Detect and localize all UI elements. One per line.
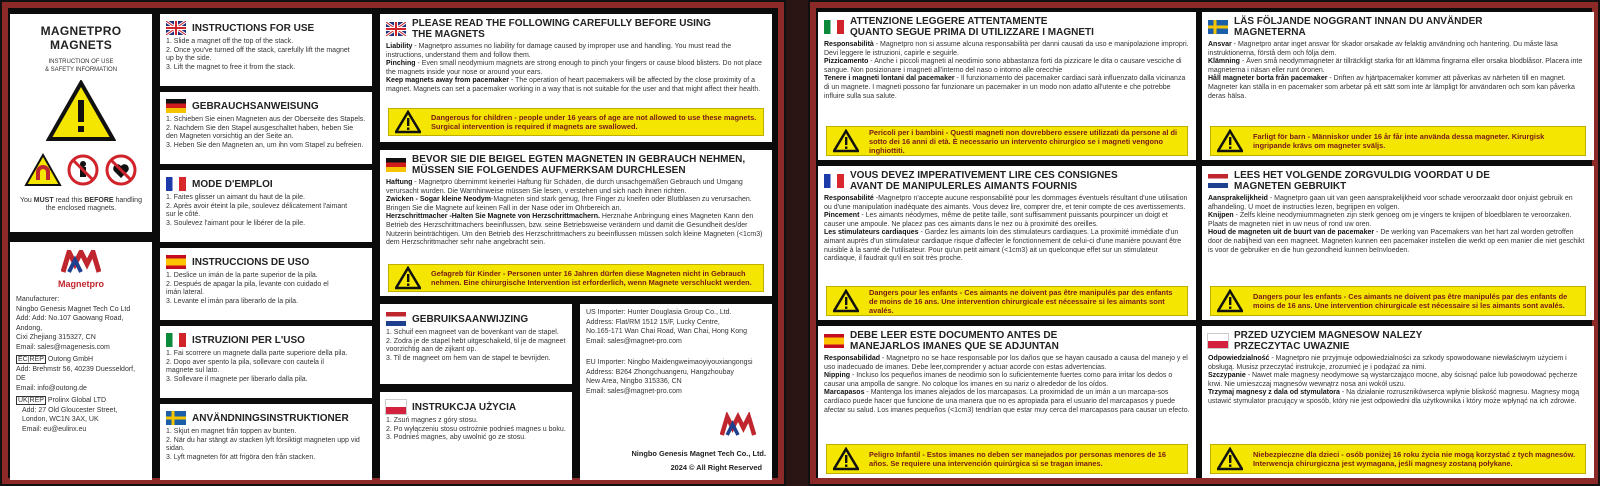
eu-importer-line: EU Importer: Ningbo Maidengweimaoyiyouxiangongsi: [586, 359, 753, 366]
eu-importer-line: New Area, Ningbo 315336, CN: [586, 378, 682, 385]
warning-banner: [826, 444, 1188, 474]
importers-panel: [580, 304, 772, 480]
manufacturer-line: Email: sales@magenesis.com: [16, 343, 110, 351]
en-warning-banner: [388, 108, 764, 136]
warning-title-2: QUANTO SEGUE PRIMA DI UTILIZZARE I MAGNETI: [850, 27, 1094, 38]
warning-paragraph: Szczypanie - Nawet małe magnesy neodymowe są wystarczająco mocne, aby ścisnąć palce lub powodować pęcherze krwi. Nie umieszczaj magnesów wewnątrz nosa ani wokół uszu.: [1208, 372, 1578, 388]
fr-flag-icon: [824, 174, 844, 188]
no-children-icon: [66, 153, 100, 187]
de-warning-text: Gefagreb für Kinder - Personen unter 16 Jahren dürfen diese Magneten nicht in Gebrauch nehmen. Eine chirurgische Intervention ist erforderlich, wenn Magnete verschluckt werden.: [431, 269, 752, 287]
se-flag-icon: [166, 411, 186, 425]
uk-rep-line: Add: 27 Old Gloucester Street,: [22, 406, 118, 414]
warning-paragraph: Nipping - Incluso los pequeños imanes de neodimio son lo suficientemente fuertes como para irritar los dedos o causar una ampolla de sangre. No coloque los imanes en su nariz o alrededor de los oídos.: [824, 372, 1173, 388]
instruction-item: 3. Lyft magneten för att frigöra den från stacken.: [166, 453, 316, 461]
de-para-haftung: Haftung - Magnetpro übernimmt keinerlei Haftung für Schäden, die durch unsachgemäßen Gebrauch und Umgang verursacht wurden. Die Warnhinweise müssen Sie lesen, v erstehen und sich nach ihnen richten.: [386, 179, 743, 195]
warning-icon: [1217, 129, 1243, 153]
ec-rep-row: EC|REP Outong GmbH: [18, 356, 94, 363]
de-warning-title-1: BEVOR SIE DIE BEIGEL EGTEN MAGNETEN IN GEBRAUCH NEHMEN,: [412, 154, 746, 165]
de-warning-heading: [386, 154, 766, 176]
instructions-heading: GEBRAUCHSANWEISUNG: [166, 99, 366, 113]
en-warning-text: Dangerous for children - people under 16 years of age are not allowed to use these magnets. Surgical intervention is required if magnets are swallowed.: [431, 113, 757, 131]
nl-flag-icon: [1208, 174, 1228, 188]
warning-paragraph: Trzymaj magnesy z dala od stymulatora - Na działanie rozrusznikówserca wpłynie bliskość magnesu. Magnesy mogą ustawić stymulator pracujący w sposób, który nie jest odpowiedni dla użytkownika i który może wpłynąć na ich zdrowie.: [1208, 389, 1580, 405]
hazard-icons: [16, 153, 146, 187]
warning-paragraph: Tenere i magneti lontani dal pacemaker - Il funzionamento dei pacemaker cardiaci sarà influenzato dalla vicinanza di un magnete. I magneti possono far funzionare un pacemaker in un modo non adatto all'utente e che potrebbe influire sulla sua salute.: [824, 75, 1186, 100]
warning-title-1: LÄS FÖLJANDE NOGGRANT INNAN DU ANVÄNDER: [1234, 16, 1483, 27]
instruction-item: 3. Heben Sie den Magneten an, um ihn vom Stapel zu befreien.: [166, 141, 364, 149]
warning-title-1: DEBE LEER ESTE DOCUMENTO ANTES DE: [850, 330, 1058, 341]
eu-importer-line: Address: B264 Zhongchuangeru, Hangzhoubay: [586, 368, 734, 376]
instruction-item: 2. Nachdem Sie den Stapel ausgeschaltet haben, heben Sie: [166, 124, 354, 132]
warning-icon: [833, 447, 859, 471]
pl-instruction-item: 1. Zsuń magnes z góry stosu.: [386, 417, 478, 424]
warning-panel-fr: [818, 166, 1196, 320]
de-flag-icon: [386, 158, 406, 172]
warning-title-1: LEES HET VOLGENDE ZORGVULDIG VOORDAT U DE: [1234, 170, 1490, 181]
en-warning-title-1: PLEASE READ THE FOLLOWING CAREFULLY BEFORE USING: [412, 18, 711, 29]
eu-importer-line: Email: sales@magnet-pro.com: [586, 387, 682, 395]
de-warning-title-2: MÜSSEN SIE FOLGENDES AUFMERKSAM DURCHLESEN: [412, 165, 686, 176]
nl-instruction-item: 3. Til de magneet om hem van de stapel te bevrijden.: [386, 354, 551, 362]
uk-rep-line: London, WC1N 3AX, UK: [22, 416, 99, 423]
pl-flag-icon: [1208, 334, 1228, 348]
instruction-item: 1. Skjut en magnet från toppen av bunten.: [166, 428, 297, 435]
left-sheet-inner: [8, 8, 778, 478]
instructions-panel-se: [160, 404, 372, 480]
de-para-herz: Herzschrittmacher -Halten Sie Magnete von Herzschrittmachern. Herznahe Anbringung eines Magneten Kann den Betrieb des Herzschrittmachers beeinflussen, bzw. seine Betriebsweise verändern und damit die Gesundheit des/der Nutzerin beinträchtigen. Um den Betrieb des Herzschrittmachers zu beeinflussen müssen solch kleine Magneten (<1cm3) dem Herzschrittmacher sehr nahe angebracht sein.: [386, 213, 763, 247]
it-flag-icon: [824, 20, 844, 34]
instruction-item: 1. Slide a magnet off the top of the stack.: [166, 38, 294, 45]
warning-text: Niebezpieczne dla dzieci - osób poniżej 16 roku życia nie mogą korzystać z tych magnesów. Interwencja chirurgiczna jest wymagana, jeśli magnesy zostaną połykane.: [1253, 450, 1576, 468]
en-para-pinching: Pinching - Even small neodymium magnets are strong enough to pinch your fingers or cause blood blisters. Do not place the magnets inside your nose or around your ears.: [386, 60, 762, 76]
warning-text: Dangers pour les enfants - Ces aimants ne doivent pas être manipulés par des enfants de moins de 16 ans. Une intervention chirurgicale est nécessaire si les aimants sont avalés.: [1253, 292, 1568, 310]
cover-panel: [10, 14, 152, 232]
warning-heading: [1208, 170, 1588, 192]
instruction-item: imán lateral.: [166, 289, 205, 297]
instructions-panel-it: [160, 326, 372, 398]
warning-title-2: AVANT DE MANIPULERLES AIMANTS FOURNIS: [850, 181, 1078, 192]
warning-paragraph: Marcapasos - Mantenga los imanes alejados de los marcapasos. La proximidad de un imán a un marcapa-sos cardíaco puede hacer que funcione de una manera que no es apropiada para el usuario del marcapasos y puede afectar su salud. Los imanes pequeños (<1cm3) tendrían que estar muy cerca del marcapasos para causar un efecto.: [824, 389, 1190, 414]
pl-instructions-panel: [380, 392, 572, 480]
instruction-item: 1. Schieben Sie einen Magneten aus der Oberseite des Stapels.: [166, 116, 366, 123]
warning-paragraph: Responsabilità - Magnetpro non si assume alcuna responsabilità per danni causati da uso e manipolazione impropri. Devi leggere le istruzioni, capirle e seguirle.: [824, 41, 1189, 57]
warning-paragraph: Aansprakelijkheid - Magnetpro gaan uit van geen aansprakelijkheid voor schade veroorzaakt door onjuist gebruik en afhandeling. U moet de instructies lezen, begrijpen en volgen.: [1208, 195, 1573, 211]
warning-paragraph: Knijpen - Zelfs kleine neodymiummagneten zijn sterk genoeg om je vingers te knijpen of bloedblaren te veroorzaken. Plaats de magneten niet in uw neus of rond uw oren.: [1208, 212, 1572, 228]
instruction-item: 2. Dopo aver spento la pila, sollevare con cautela il: [166, 358, 324, 366]
warning-title-2: MAGNETERNA: [1234, 27, 1306, 38]
it-flag-icon: [166, 333, 186, 347]
magnetpro-logo-icon: [720, 412, 756, 440]
warning-title-2: MANEJARLOS IMANES QUE SE ADJUNTAN: [850, 341, 1059, 352]
warning-paragraph: Responsabilité -Magnetpro n'accepte aucune responsabilité pour les dommages éventuels résultant d'une utilisation ou d'une manipulation inadéquate des aimants. Vous devez lire, comprer dre, et tenir compte de ces avertissements.: [824, 195, 1188, 211]
warning-icon: [1217, 289, 1243, 313]
warning-panel-es: [818, 326, 1196, 478]
instruction-item: 3. Sollevare il magnete per liberarlo dalla pila.: [166, 375, 308, 383]
instructions-panel-uk: [160, 14, 372, 86]
warning-icon: [395, 266, 421, 290]
en-para-liability: Liability - Magnetpro assumes no liability for damage caused by improper use and handling. You must read the instructions, understand them and follow them.: [386, 43, 732, 59]
warning-title-2: PRZECZYTAC UWAZNIE: [1234, 341, 1350, 352]
nl-flag-icon: [386, 312, 406, 326]
manufacturer-line: Add: Add: No.107 Gaowang Road, Andong,: [16, 315, 124, 332]
warning-text: Farligt för barn - Människor under 16 år får inte använda dessa magneter. Kirurgisk ingripande krävs om magneter sväljs.: [1253, 132, 1545, 150]
warning-text: Peligro Infantil - Estos imanes no deben ser manejados por personas menores de 16 años. Se requiere una intervención quirúrgica si se tragan imanes.: [869, 450, 1166, 468]
warning-heading: [824, 170, 1190, 192]
instruction-item: 1. Deslice un imán de la parte superior de la pila.: [166, 272, 318, 279]
nl-instruction-item: 1. Schuif een magneet van de bovenkant van de stapel.: [386, 329, 559, 336]
instruction-item: 1. Faites glisser un aimant du haut de la pile.: [166, 194, 305, 201]
warning-panel-it: [818, 12, 1196, 160]
right-sheet-inner: [816, 8, 1592, 478]
es-flag-icon: [166, 255, 186, 269]
instruction-item: 2. Once you've turned off the stack, carefully lift the magnet: [166, 46, 350, 54]
warning-paragraph: Ansvar - Magnetpro antar inget ansvar för skador orsakade av felaktig användning och hantering. Du måste läsa instruktionerna, förstå dem och följa dem.: [1208, 41, 1558, 57]
cover-title: MAGNETPRO MAGNETS: [40, 24, 122, 52]
instruction-item: magnete sul lato.: [166, 367, 220, 375]
pl-flag-icon: [386, 400, 406, 414]
us-importer-line: US Importer: Hunter Douglasia Group Co., Ltd.: [586, 309, 732, 316]
us-importer-line: Email: sales@magnet-pro.com: [586, 337, 682, 345]
instruction-item: 2. Après avoir éteint la pile, soulevez délicatement l'aimant: [166, 202, 348, 210]
warning-banner: [826, 286, 1188, 316]
right-sheet: [808, 0, 1600, 486]
de-flag-icon: [166, 99, 186, 113]
warning-panel-se: [1202, 12, 1594, 160]
warning-title-1: ATTENZIONE LEGGERE ATTENTAMENTE: [850, 16, 1048, 27]
ec-rep-line: Add: Brehmstr 56, 40239 Duesseldorf, DE: [16, 365, 136, 382]
nl-instructions-panel: [380, 304, 572, 384]
instruction-item: 1. Fai scorrere un magnete dalla parte superiore della pila.: [166, 350, 348, 357]
instructions-heading: ANVÄNDNINGSINSTRUKTIONER: [166, 411, 366, 425]
warning-banner: [1210, 286, 1586, 316]
warning-icon: [833, 129, 859, 153]
instruction-item: 3. Lift the magnet to free it from the stack.: [166, 63, 296, 71]
warning-panel-pl: [1202, 326, 1594, 478]
pl-instructions-heading: INSTRUKCJA UŻYCIA: [386, 400, 566, 414]
instructions-heading: INSTRUCTIONS FOR USE: [166, 21, 366, 35]
warning-paragraph: Responsabilidad - Magnetpro no se hace responsable por los daños que se hayan causado a causa del manejo y el uso inadecuado de imanes. Debe leer,comprender y actuar acorde con estas advertencias.: [824, 355, 1188, 371]
ec-rep-line: Email: info@outong.de: [16, 384, 87, 392]
en-para-pacemaker: Keep magnets away from pacemaker - The operation of heart pacemakers will be affected by the close proximity of a magnet. Magnets can set a pacemaker working in a way that is not suitable for the user and that might affect their health.: [386, 77, 761, 93]
nl-instructions-heading: GEBRUIKSAANWIJZING: [386, 312, 566, 326]
manufacturer-line: Cixi Zhejiang 315327, CN: [16, 334, 96, 341]
magnetpro-logo: Magnetpro: [16, 250, 146, 289]
de-warning-banner: [388, 264, 764, 292]
copyright: 2024 © All Right Reserved: [670, 463, 762, 472]
cover-subtitle-2: & SAFETY INFORMATION: [44, 67, 118, 73]
us-importer-line: Address: Flat/RM 1512 15/F, Lucky Centre,: [586, 318, 720, 326]
fr-flag-icon: [166, 177, 186, 191]
instructions-heading: MODE D'EMPLOI: [166, 177, 366, 191]
warning-heading: [824, 330, 1190, 352]
warning-heading: [824, 16, 1190, 38]
warning-paragraph: Pizzicamento - Anche i piccoli magneti al neodimio sono abbastanza forti da pizzicare le dita o causare vesciche di sangue. Non posizionare i magneti all'interno del naso o intorno alle orecchie: [824, 58, 1182, 74]
warning-icon: [833, 289, 859, 313]
en-warning-heading: [386, 18, 766, 40]
warning-title-2: MAGNETEN GEBRUIKT: [1234, 181, 1347, 192]
warning-panel-nl: [1202, 166, 1594, 320]
us-importer-line: No.165-171 Wan Chai Road, Wan Chai, Hong Kong: [586, 328, 747, 335]
manufacturer-panel: [10, 242, 152, 480]
magnetpro-logo-icon: [61, 250, 101, 274]
warning-paragraph: Klämning - Även små neodymmagneter är tillräckligt starka för att klämma fingrarna eller orsaka blodblåsor. Placera inte magneterna i näsan eller runt öronen.: [1208, 58, 1583, 74]
warning-heading: [1208, 16, 1588, 38]
warning-paragraph: Les stimulateurs cardiaques - Gardez les aimants loin des stimulateurs cardiaques. La proximité immédiate d'un aimant auprès d'un stimulateur cardiaque risque d'affecter le fonctionnement de celui-ci d'une manière pouvant être nuisible à la santé de l'utilisateur. Pour qu'un petit aimant (<1cm3) ait un quelconque effet sur un stimulateur cardiaque, il faudrait qu'il en soit très proche.: [824, 229, 1182, 263]
cover-subtitle-1: INSTRUCTION OF USE: [48, 59, 114, 65]
warning-icon: [1217, 447, 1243, 471]
instruction-item: up by the side.: [166, 55, 212, 63]
uk-rep-row: UK|REP Prolinx Global LTD: [18, 397, 107, 404]
se-flag-icon: [1208, 20, 1228, 34]
en-warning-title-2: THE MAGNETS: [412, 29, 485, 40]
warning-triangle-icon: [46, 80, 116, 142]
warning-paragraph: Houd de magneten uit de buurt van de pacemaker - De werking van Pacemakers van het hart zal worden getroffen door de nabijheid van een magneet. Magneten kunnen een pacemaker instellen die werkt op een manier die niet geschikt is voor de gebruiker en die hun gezondheid kunnen beïnvloeden.: [1208, 229, 1585, 254]
magnet-hazard-icon: [24, 153, 62, 187]
instructions-heading: INSTRUCCIONS DE USO: [166, 255, 366, 269]
instruction-item: 3. Levante el imán para liberarlo de la pila.: [166, 297, 298, 305]
warning-paragraph: Odpowiedzialność - Magnetpro nie przyjmuje odpowiedzialności za szkody spowodowane niewłaściwym użyciem i obsługą. Musisz przeczytać instrukcje, zrozumieć je i podążać za nimi.: [1208, 355, 1567, 371]
nl-instruction-item: 2. Zodra je de stapel hebt uitgeschakeld, til je de magneet voorzichtig aan de zijkant op.: [386, 337, 566, 354]
de-warning-panel: [380, 150, 772, 296]
instructions-panel-fr: [160, 170, 372, 242]
manufacturer-line: Ningbo Genesis Magnet Tech Co Ltd: [16, 305, 131, 313]
instructions-panel-es: [160, 248, 372, 320]
warning-text: Dangers pour les enfants - Ces aimants ne doivent pas être manipulés par des enfants de moins de 16 ans. Une intervention chirurgicale est nécessaire si les aimants sont avalés.: [869, 287, 1173, 315]
de-para-zwicken: Zwicken - Sogar kleine Neodym-Magneten sind stark genug, Ihre Finger zu kneifen oder Blutblasen zu verursachen. Bringen Sie die Magnete auf keinen Fall in der Nase oder im Ohrbereich an.: [386, 196, 752, 212]
uk-rep-line: Email: eu@eulinx.eu: [22, 425, 87, 433]
warning-paragraph: Håll magneter borta från pacemaker - Driften av hjärtpacemaker kommer att påverkas av närheten till en magnet. Magneter kan ställa in en pacemaker som arbetar på ett sätt som inte är lämpligt för användaren och som kan påverka deras hälsa.: [1208, 75, 1575, 100]
warning-title-1: VOUS DEVEZ IMPERATIVEMENT LIRE CES CONSIGNES: [850, 170, 1118, 181]
instructions-panel-de: [160, 92, 372, 164]
instruction-item: den Magneten vorsichtig an der Seite an.: [166, 133, 294, 141]
warning-banner: [826, 126, 1188, 156]
warning-paragraph: Pincement - Les aimants néodymes, même de petite taille, sont suffisamment puissants pourpincer un doigt et causer une ampoule. Ne placez pas ces aimants dans le nez ou à proximité des oreilles.: [824, 212, 1168, 228]
manufacturer-label: Manufacturer:: [16, 296, 60, 303]
instruction-item: sur le côté.: [166, 211, 201, 219]
instructions-heading: ISTRUZIONI PER L'USO: [166, 333, 366, 347]
uk-flag-icon: [166, 21, 186, 35]
warning-text: Pericoli per i bambini - Questi magneti non dovrebbero essere utilizzati da persone al di sotto dei 16 anni di età. È necessario un intervento chirurgico se i magneti vengono inghiottiti.: [869, 127, 1178, 155]
instruction-item: 3. Soulevez l'aimant pour le libérer de la pile.: [166, 219, 306, 227]
pl-instruction-item: 2. Po wyłączeniu stosu ostrożnie podnieś magnes u boku.: [386, 425, 566, 433]
must-read-note: You MUST read this BEFORE handling the enclosed magnets.: [20, 197, 142, 212]
instruction-item: 2. När du har stängt av stacken lyft försiktigt magneten upp vid sidan.: [166, 436, 360, 453]
warning-icon: [395, 110, 421, 134]
uk-flag-icon: [386, 22, 406, 36]
warning-title-1: PRZED UZYCIEM MAGNESOW NALEZY: [1234, 330, 1423, 341]
instruction-item: 2. Después de apagar la pila, levante con cuidado el: [166, 280, 329, 288]
warning-heading: [1208, 330, 1588, 352]
warning-banner: [1210, 126, 1586, 156]
pl-instruction-item: 3. Podnieś magnes, aby uwolnić go ze stosu.: [386, 434, 527, 442]
es-flag-icon: [824, 334, 844, 348]
company-name: Ningbo Genesis Magnet Tech Co., Ltd.: [631, 449, 766, 458]
no-pacemaker-icon: [104, 153, 138, 187]
en-warning-panel: [380, 14, 772, 142]
warning-banner: [1210, 444, 1586, 474]
left-sheet: [0, 0, 786, 486]
